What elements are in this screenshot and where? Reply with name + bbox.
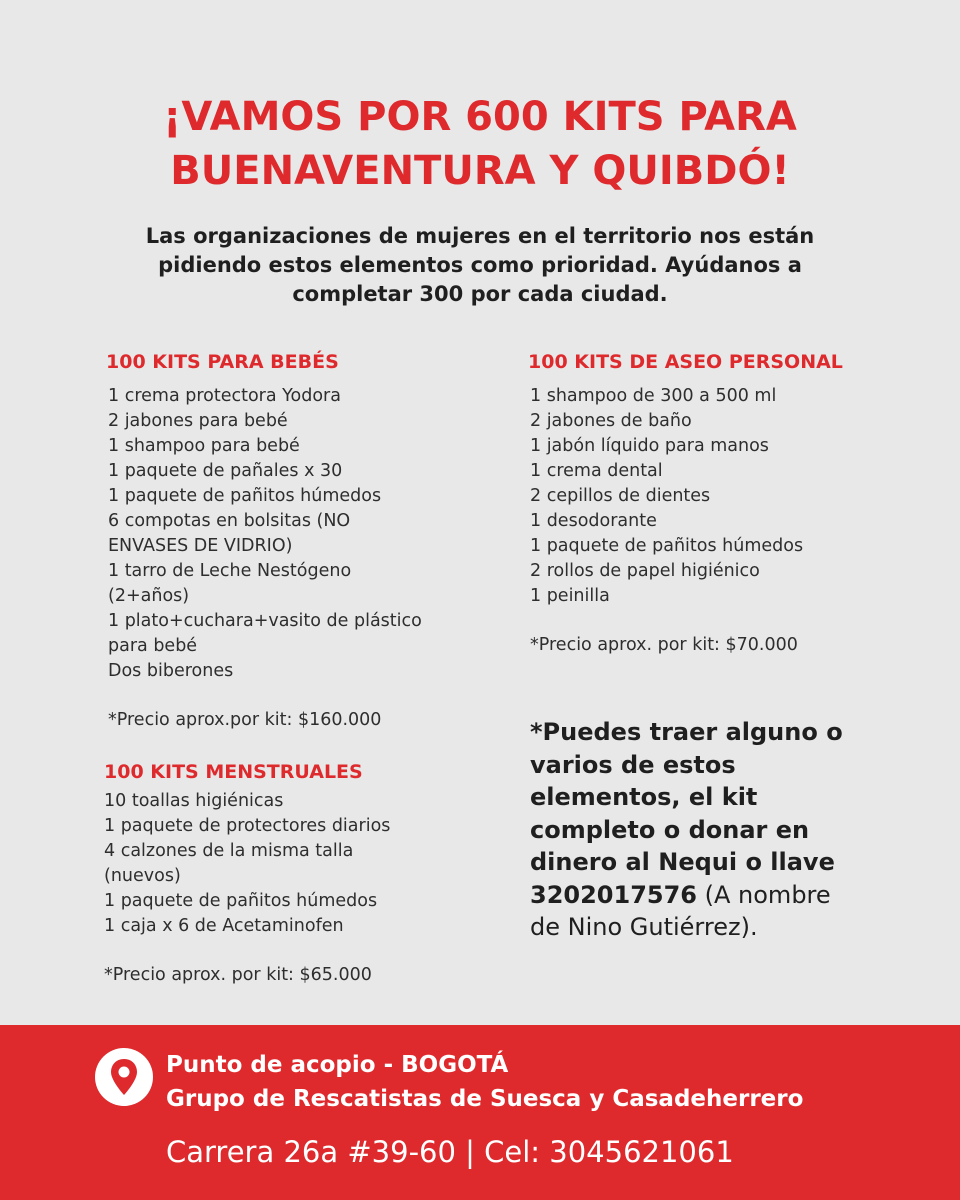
list-item: 1 paquete de pañitos húmedos [108, 486, 382, 506]
title-line-1: ¡VAMOS POR 600 KITS PARA [163, 94, 797, 140]
list-item: 1 peinilla [530, 586, 610, 606]
menstrual-kit-list [104, 789, 390, 939]
location-pin-icon [95, 1048, 153, 1106]
list-item: 6 compotas en bolsitas (NO [108, 511, 351, 531]
menstrual-kit-price: *Precio aprox. por kit: $65.000 [104, 965, 372, 985]
hygiene-kit-list [530, 384, 803, 609]
list-item: 4 calzones de la misma talla [104, 841, 354, 861]
list-item: 1 plato+cuchara+vasito de plástico [108, 611, 422, 631]
hygiene-kit-price: *Precio aprox. por kit: $70.000 [530, 635, 798, 655]
list-item: 1 shampoo de 300 a 500 ml [530, 386, 777, 406]
title-line-2: BUENAVENTURA Y QUIBDÓ! [170, 148, 790, 194]
list-item: 1 tarro de Leche Nestógeno [108, 561, 352, 581]
list-item: 2 jabones para bebé [108, 411, 288, 431]
babies-kit-list [108, 384, 422, 684]
list-item: 1 crema dental [530, 461, 663, 481]
list-item: 2 jabones de baño [530, 411, 692, 431]
list-item: 10 toallas higiénicas [104, 791, 284, 811]
list-item: Dos biberones [108, 661, 234, 681]
list-item: 1 crema protectora Yodora [108, 386, 341, 406]
babies-kit-price: *Precio aprox.por kit: $160.000 [108, 710, 382, 730]
collection-point-group: Grupo de Rescatistas de Suesca y Casadeherrero [166, 1086, 804, 1112]
list-item: 1 paquete de protectores diarios [104, 816, 391, 836]
list-item: 1 shampoo para bebé [108, 436, 300, 456]
list-item: para bebé [108, 636, 198, 656]
donation-note-regular: (A nombre de Nino Gutiérrez). [530, 880, 831, 941]
list-item: 2 rollos de papel higiénico [530, 561, 760, 581]
intro-text: Las organizaciones de mujeres en el territorio nos están pidiendo estos elementos como prioridad. Ayúdanos a completar 300 por cada ciudad. [145, 224, 815, 306]
list-item: ENVASES DE VIDRIO) [108, 536, 293, 556]
babies-kit-title: 100 KITS PARA BEBÉS [106, 351, 339, 373]
list-item: 1 paquete de pañales x 30 [108, 461, 343, 481]
list-item: 1 jabón líquido para manos [530, 436, 769, 456]
list-item: 1 paquete de pañitos húmedos [104, 891, 378, 911]
collection-point-address: Carrera 26a #39-60 | Cel: 3045621061 [166, 1135, 734, 1169]
menstrual-kit-title: 100 KITS MENSTRUALES [104, 761, 363, 783]
list-item: 1 desodorante [530, 511, 657, 531]
collection-point-title: Punto de acopio - BOGOTÁ [166, 1052, 509, 1078]
donation-note-bold: *Puedes traer alguno o varios de estos elementos, el kit completo o donar en dinero al Nequi o llave 3202017576 [530, 718, 843, 909]
list-item: (nuevos) [104, 866, 181, 886]
list-item: 1 paquete de pañitos húmedos [530, 536, 804, 556]
list-item: 1 caja x 6 de Acetaminofen [104, 916, 344, 936]
list-item: 2 cepillos de dientes [530, 486, 711, 506]
page-title [0, 90, 960, 198]
donation-note [530, 716, 860, 944]
hygiene-kit-title: 100 KITS DE ASEO PERSONAL [528, 351, 843, 373]
list-item: (2+años) [108, 586, 190, 606]
